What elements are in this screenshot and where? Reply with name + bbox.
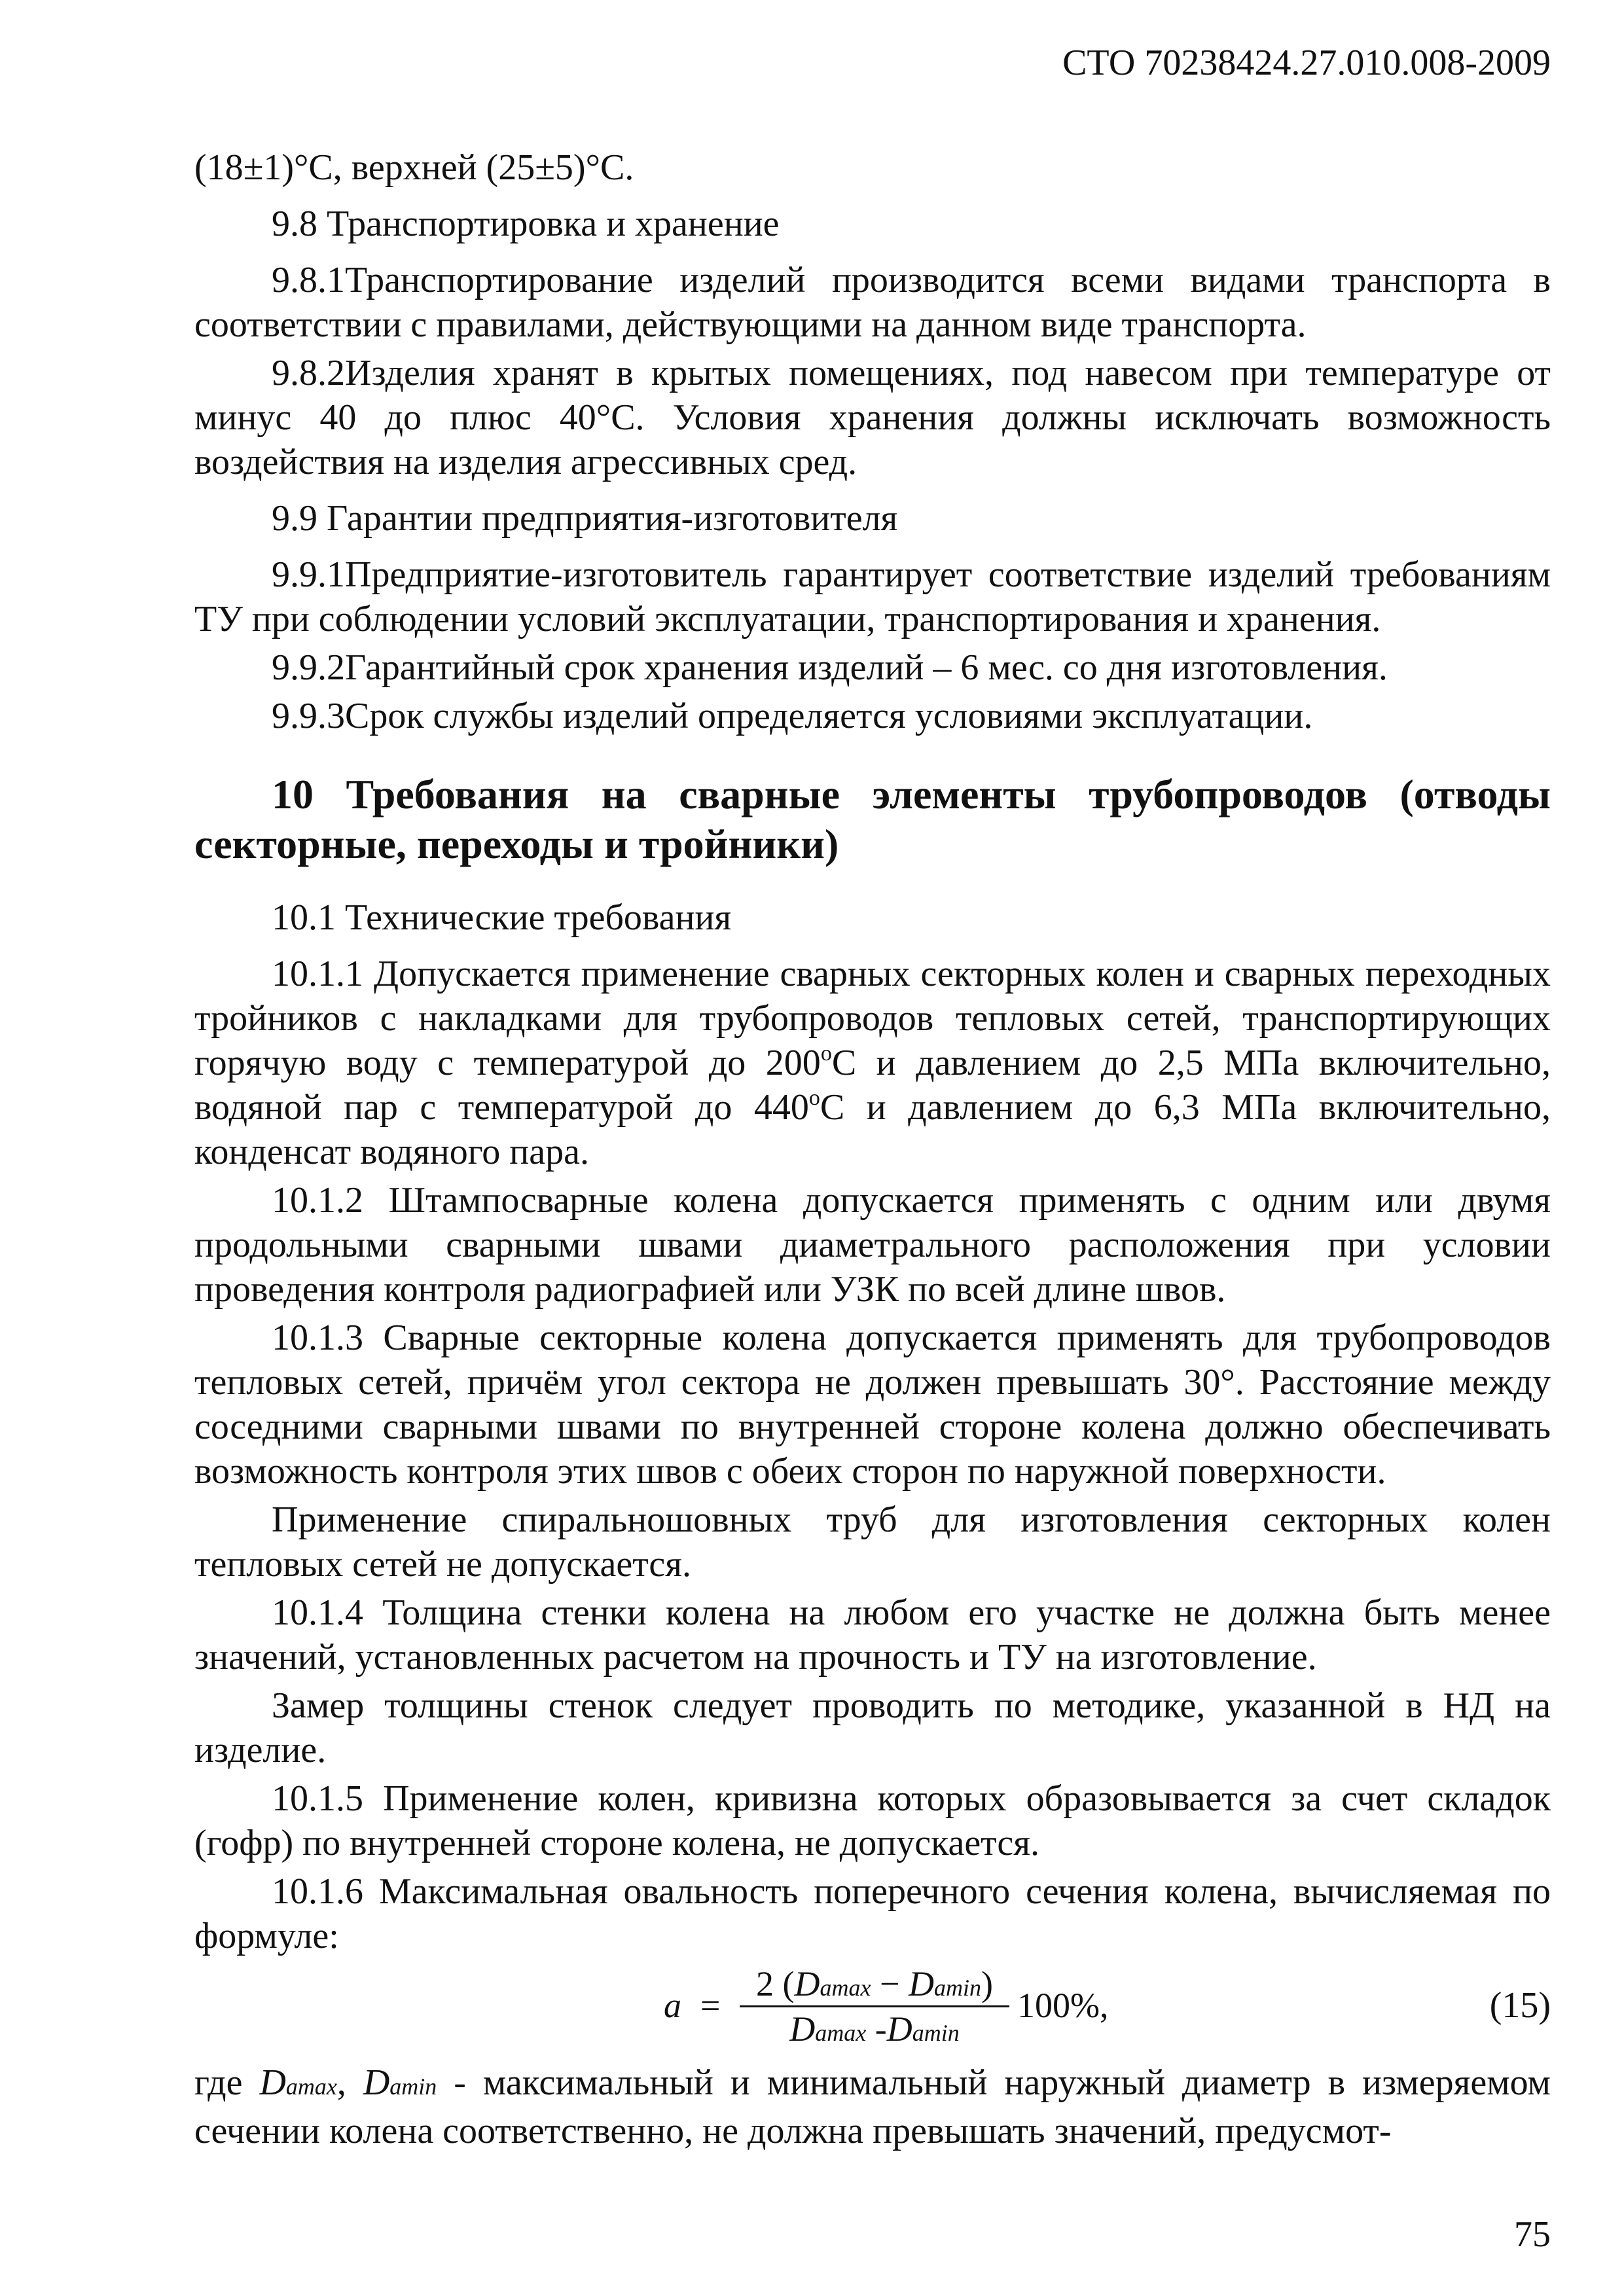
paragraph-9-8-2: 9.8.2Изделия хранят в крытых помещениях, под навесом при температуре от минус 40 до плюс 40°С. Условия хранения должны исключать возможность воздействия на изделия агрессивных сред. <box>194 353 1551 482</box>
section-10-heading: 10 Требования на сварные элементы трубопроводов (отводы секторные, переходы и тройники) <box>194 771 1551 867</box>
paragraph-where: где Damax, Damin - максимальный и минимальный наружный диаметр в измеряемом сечении колена соответственно, не должна превышать значений, предусмот- <box>194 2062 1551 2151</box>
equation-number: (15) <box>1489 1985 1551 2026</box>
paragraph-9-8-1: 9.8.1Транспортирование изделий производится всеми видами транспорта в соответствии с правилами, действующими на данном виде транспорта. <box>194 260 1551 345</box>
paragraph-10-1-1-part-a: 10.1.1 Допускается применение сварных секторных колен и сварных переходных тройников с накладками для трубопроводов тепловых сетей, транспортирующих горячую воду с температурой до 200 <box>194 954 1551 1083</box>
formula-equals: = <box>700 1986 721 2025</box>
paragraph-10-1-4-note: Замер толщины стенок следует проводить по методике, указанной в НД на изделие. <box>194 1685 1551 1770</box>
formula-fraction <box>737 1962 1012 2051</box>
section-9-8-title: 9.8 Транспортировка и хранение <box>272 204 780 244</box>
document-code: СТО 70238424.27.010.008-2009 <box>1062 43 1551 83</box>
paragraph-temperature: (18±1)°С, верхней (25±5)°С. <box>194 147 634 188</box>
formula-factor: 100%, <box>1017 1986 1109 2025</box>
section-9-9-title: 9.9 Гарантии предприятия-изготовителя <box>272 498 898 539</box>
document-body <box>194 145 1551 2157</box>
formula-denominator: Damax -Damin <box>789 2009 960 2049</box>
paragraph-10-1-6: 10.1.6 Максимальная овальность поперечного сечения колена, вычисляемая по формуле: <box>194 1871 1551 1956</box>
degree-mark: o <box>808 1086 820 1110</box>
paragraph-10-1-1 <box>194 952 1551 1174</box>
formula-numerator: 2 (Damax − Damin) <box>756 1964 993 2003</box>
formula-lhs: a <box>664 1986 681 2025</box>
paragraph-10-1-5: 10.1.5 Применение колен, кривизна которых образовывается за счет складок (гофр) по внутренней стороне колена, не допускается. <box>194 1778 1551 1863</box>
paragraph-10-1-1-part-c: С и давлением до 6,3 МПа включительно, конденсат водяного пара. <box>194 1087 1551 1172</box>
paragraph-10-1-4: 10.1.4 Толщина стенки колена на любом его участке не должна быть менее значений, установленных расчетом на прочность и ТУ на изготовление. <box>194 1592 1551 1677</box>
paragraph-9-9-3: 9.9.3Срок службы изделий определяется условиями эксплуатации. <box>272 696 1313 736</box>
paragraph-10-1-3: 10.1.3 Сварные секторные колена допускается применять для трубопроводов тепловых сетей, причём угол сектора не должен превышать 30°. Расстояние между соседними сварными швами по внутренней стороне колена должно обеспечивать возможность контроля этих швов с обеих сторон по наружной поверхности. <box>194 1318 1551 1492</box>
section-10-1-title: 10.1 Технические требования <box>272 897 732 938</box>
paragraph-10-1-2: 10.1.2 Штампосварные колена допускается применять с одним или двумя продольными сварными швами диаметрального расположения при условии проведения контроля радиографией или УЗК по всей длине швов. <box>194 1180 1551 1310</box>
paragraph-10-1-3-note: Применение спиральношовных труб для изготовления секторных колен тепловых сетей не допускается. <box>194 1499 1551 1585</box>
formula-15 <box>194 1962 1551 2054</box>
degree-mark: o <box>820 1041 832 1066</box>
paragraph-10-1-1-part-b: С и давлением до 2,5 МПа включительно, водяной пар с температурой до 440 <box>194 1043 1551 1128</box>
paragraph-9-9-1: 9.9.1Предприятие-изготовитель гарантирует соответствие изделий требованиям ТУ при соблюдении условий эксплуатации, транспортирования и хранения. <box>194 554 1551 639</box>
page-number: 75 <box>1514 2214 1551 2255</box>
paragraph-9-9-2: 9.9.2Гарантийный срок хранения изделий – 6 мес. со дня изготовления. <box>272 647 1388 688</box>
